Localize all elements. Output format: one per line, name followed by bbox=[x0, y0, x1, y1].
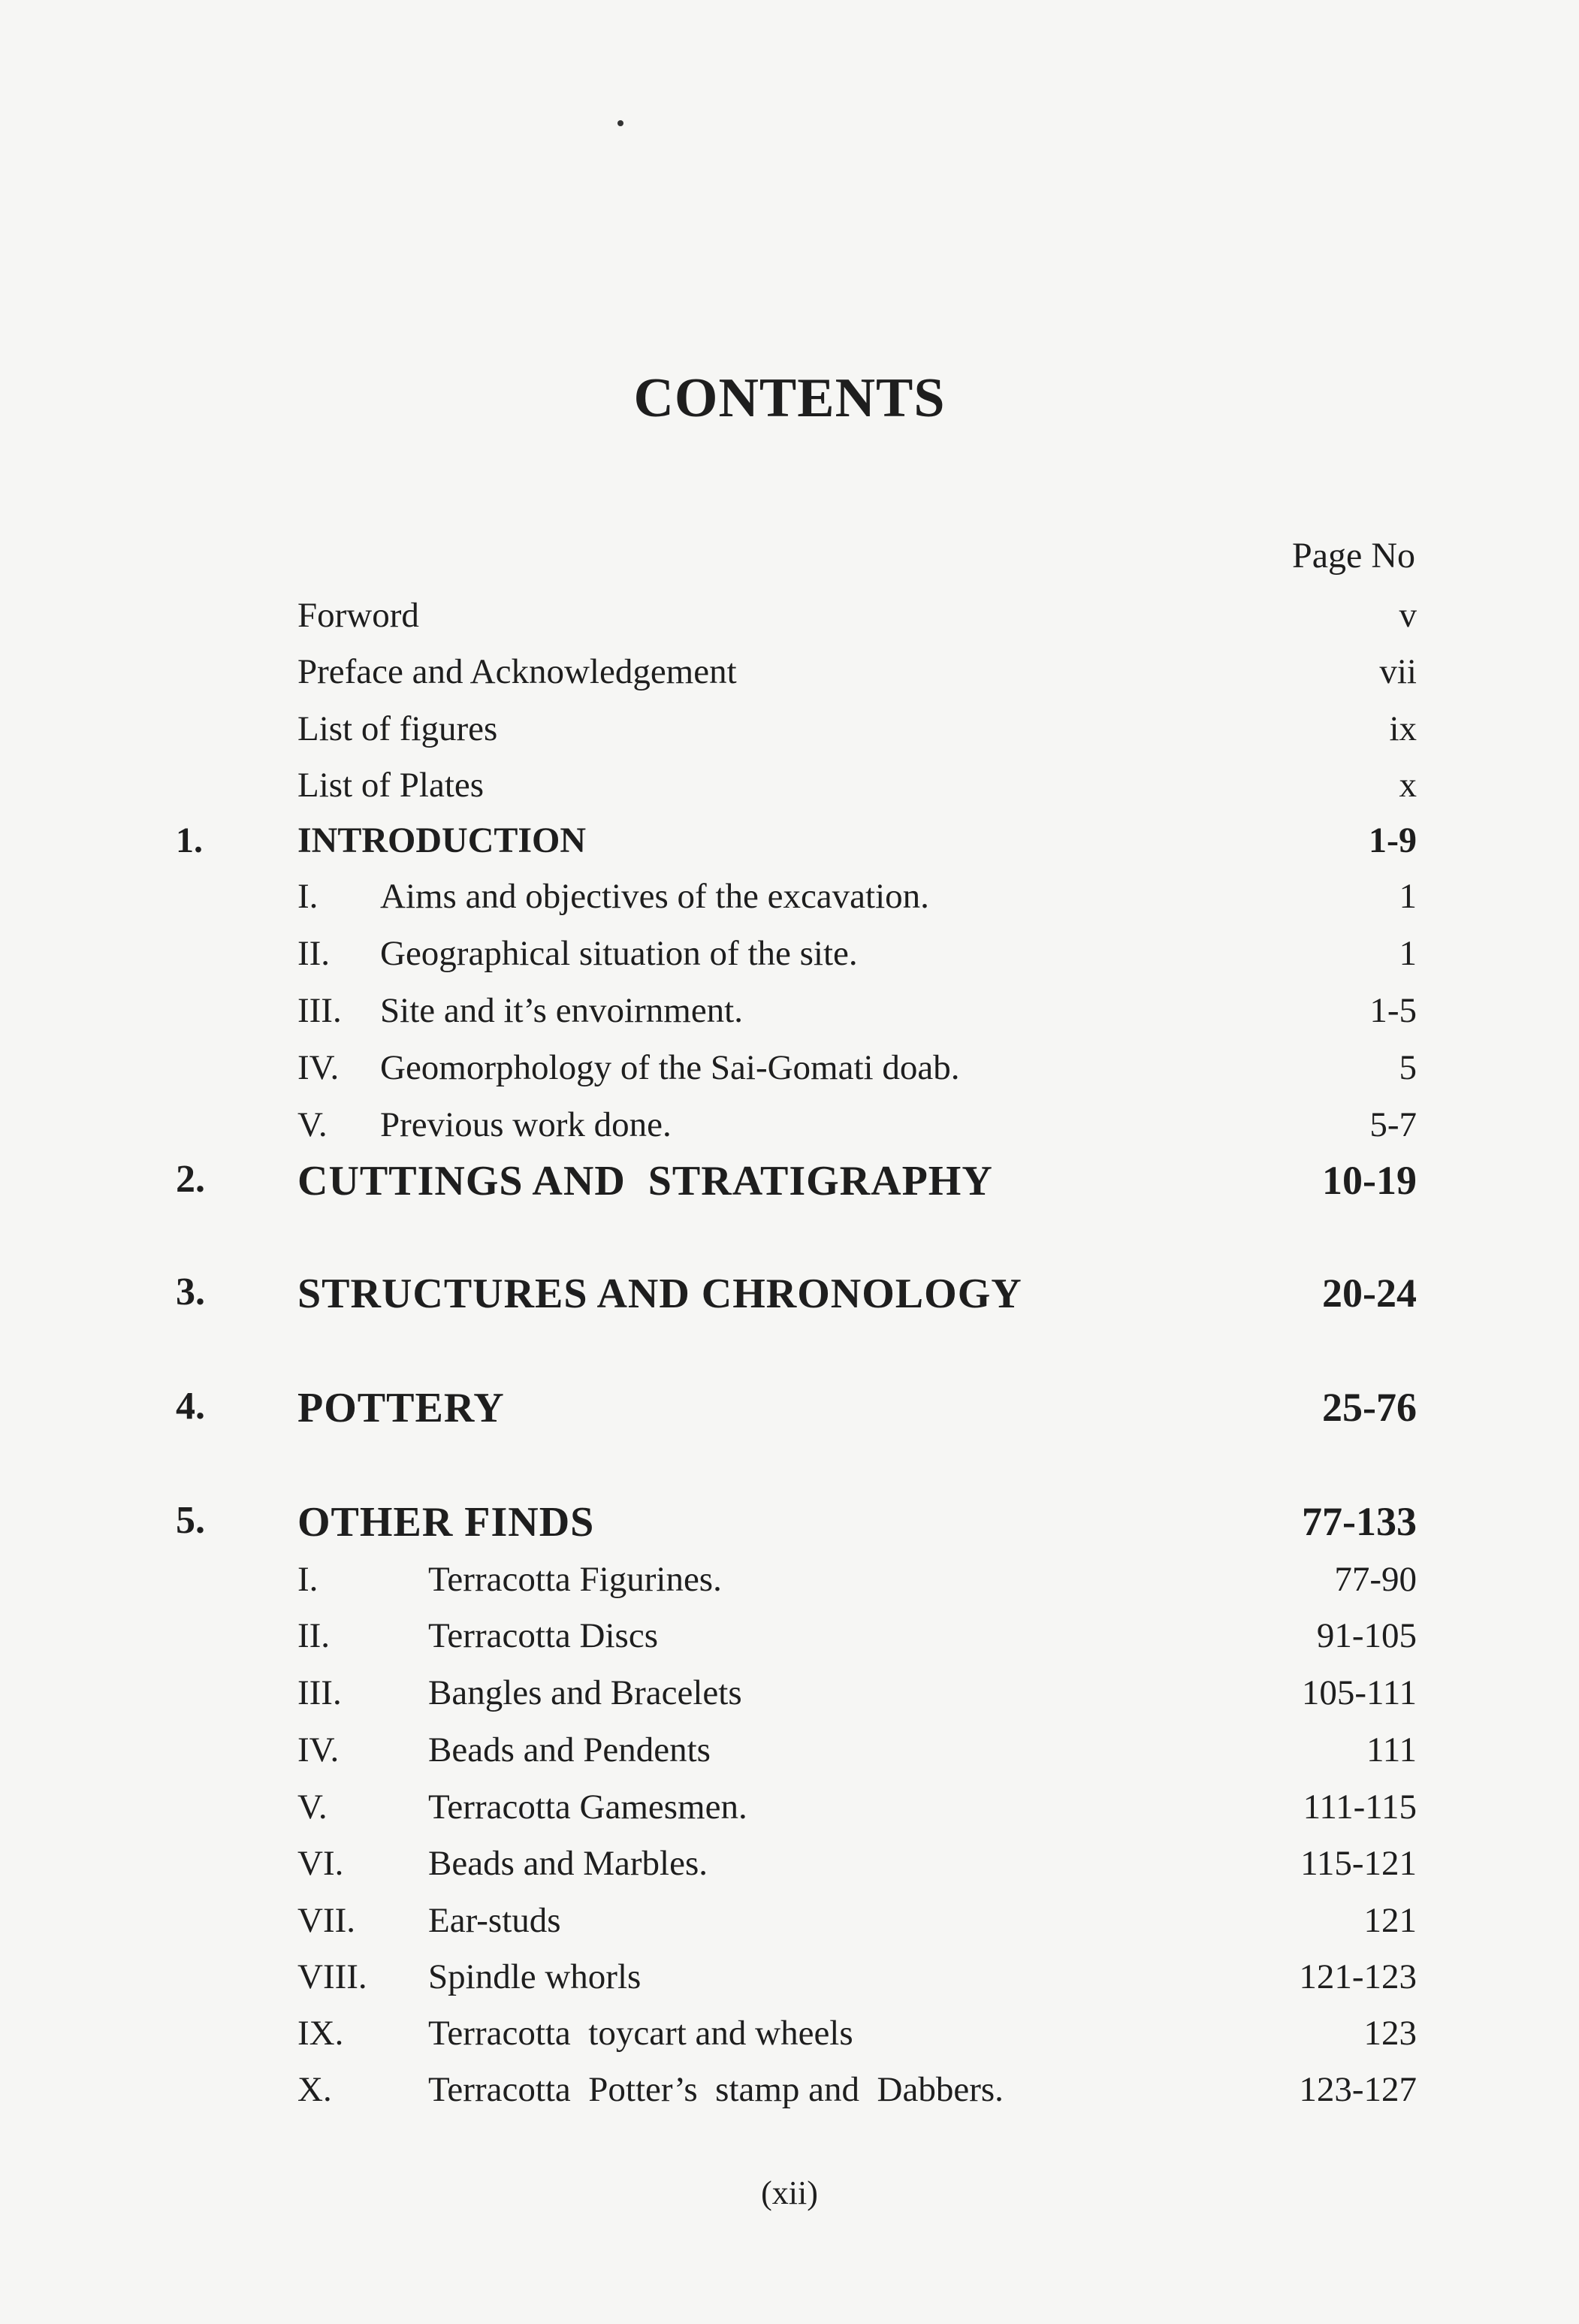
section-numeral: VII. bbox=[297, 1901, 355, 1940]
chapter-title: INTRODUCTION bbox=[297, 821, 587, 860]
toc-section[interactable] bbox=[0, 1559, 1579, 1612]
chapter-number: 3. bbox=[176, 1271, 205, 1313]
toc-section[interactable] bbox=[0, 1615, 1579, 1668]
section-numeral: V. bbox=[297, 1788, 328, 1827]
chapter-pages: 25-76 bbox=[1322, 1385, 1417, 1430]
section-page: 5 bbox=[1399, 1048, 1417, 1087]
section-label: Bangles and Bracelets bbox=[428, 1673, 742, 1712]
chapter-title: POTTERY bbox=[297, 1385, 505, 1431]
section-numeral: VI. bbox=[297, 1844, 344, 1883]
section-label: Terracotta toycart and wheels bbox=[428, 2014, 853, 2053]
section-label: Aims and objectives of the excavation. bbox=[380, 877, 929, 916]
toc-section[interactable] bbox=[0, 990, 1579, 1043]
section-label: Terracotta Discs bbox=[428, 1616, 658, 1655]
entry-label: Forword bbox=[297, 596, 419, 635]
section-numeral: I. bbox=[297, 1560, 319, 1599]
section-page: 91-105 bbox=[1316, 1616, 1417, 1655]
toc-section[interactable] bbox=[0, 1730, 1579, 1782]
toc-chapter-other-finds[interactable] bbox=[0, 1498, 1579, 1551]
section-numeral: IV. bbox=[297, 1048, 340, 1087]
section-page: 77-90 bbox=[1334, 1560, 1417, 1599]
toc-section[interactable] bbox=[0, 1787, 1579, 1839]
entry-label: Preface and Acknowledgement bbox=[297, 652, 737, 691]
section-numeral: II. bbox=[297, 1616, 331, 1655]
section-numeral: III. bbox=[297, 991, 342, 1030]
section-label: Terracotta Figurines. bbox=[428, 1560, 722, 1599]
section-label: Spindle whorls bbox=[428, 1957, 642, 1996]
section-label: Geomorphology of the Sai-Gomati doab. bbox=[380, 1048, 960, 1087]
section-numeral: IX. bbox=[297, 2014, 344, 2053]
toc-chapter-pottery[interactable] bbox=[0, 1384, 1579, 1437]
toc-section[interactable] bbox=[0, 1105, 1579, 1157]
section-page: 121-123 bbox=[1299, 1957, 1417, 1996]
entry-label: List of Plates bbox=[297, 766, 485, 805]
section-page: 1 bbox=[1399, 877, 1417, 916]
chapter-number: 1. bbox=[176, 821, 203, 860]
section-label: Ear-studs bbox=[428, 1901, 561, 1940]
chapter-title: OTHER FINDS bbox=[297, 1499, 595, 1546]
toc-chapter-introduction[interactable] bbox=[0, 820, 1579, 872]
chapter-pages: 20-24 bbox=[1322, 1271, 1417, 1316]
toc-entry-forword[interactable] bbox=[0, 595, 1579, 648]
toc-section[interactable] bbox=[0, 2013, 1579, 2066]
toc-section[interactable] bbox=[0, 933, 1579, 986]
entry-page: x bbox=[1399, 766, 1417, 805]
section-page: 1-5 bbox=[1369, 991, 1417, 1030]
ink-speck bbox=[617, 120, 623, 126]
section-label: Terracotta Gamesmen. bbox=[428, 1788, 747, 1827]
section-numeral: I. bbox=[297, 877, 319, 916]
section-numeral: V. bbox=[297, 1105, 328, 1144]
section-numeral: II. bbox=[297, 934, 331, 973]
toc-section[interactable] bbox=[0, 1957, 1579, 2009]
section-page: 123-127 bbox=[1299, 2070, 1417, 2109]
entry-page: v bbox=[1399, 596, 1417, 635]
section-label: Beads and Pendents bbox=[428, 1730, 711, 1769]
section-label: Previous work done. bbox=[380, 1105, 672, 1144]
chapter-pages: 10-19 bbox=[1322, 1158, 1417, 1203]
toc-section[interactable] bbox=[0, 1900, 1579, 1953]
section-page: 111-115 bbox=[1303, 1788, 1417, 1827]
section-page: 121 bbox=[1363, 1901, 1417, 1940]
page-title: CONTENTS bbox=[633, 367, 946, 429]
chapter-number: 2. bbox=[176, 1158, 205, 1201]
section-page: 1 bbox=[1399, 934, 1417, 973]
entry-page: ix bbox=[1389, 709, 1417, 748]
toc-section[interactable] bbox=[0, 1047, 1579, 1100]
toc-section[interactable] bbox=[0, 1673, 1579, 1725]
chapter-pages: 1-9 bbox=[1369, 821, 1417, 860]
entry-label: List of figures bbox=[297, 709, 498, 748]
toc-chapter-cuttings-and-stratigraphy[interactable] bbox=[0, 1157, 1579, 1210]
section-label: Site and it’s envoirnment. bbox=[380, 991, 743, 1030]
chapter-title: CUTTINGS AND STRATIGRAPHY bbox=[297, 1158, 993, 1204]
chapter-number: 4. bbox=[176, 1385, 205, 1428]
section-page: 115-121 bbox=[1300, 1844, 1417, 1883]
chapter-number: 5. bbox=[176, 1499, 205, 1542]
page-number-column-header: Page No bbox=[1292, 536, 1415, 576]
section-label: Beads and Marbles. bbox=[428, 1844, 708, 1883]
toc-section[interactable] bbox=[0, 1843, 1579, 1896]
section-label: Geographical situation of the site. bbox=[380, 934, 858, 973]
section-page: 123 bbox=[1363, 2014, 1417, 2053]
page-folio: (xii) bbox=[761, 2174, 818, 2211]
section-numeral: VIII. bbox=[297, 1957, 367, 1996]
section-numeral: IV. bbox=[297, 1730, 340, 1769]
toc-entry-list-of-plates[interactable] bbox=[0, 765, 1579, 817]
section-page: 5-7 bbox=[1369, 1105, 1417, 1144]
entry-page: vii bbox=[1379, 652, 1417, 691]
chapter-title: STRUCTURES AND CHRONOLOGY bbox=[297, 1271, 1022, 1317]
section-label: Terracotta Potter’s stamp and Dabbers. bbox=[428, 2070, 1004, 2109]
toc-chapter-structures-and-chronology[interactable] bbox=[0, 1270, 1579, 1322]
toc-section[interactable] bbox=[0, 876, 1579, 929]
section-numeral: X. bbox=[297, 2070, 332, 2109]
section-page: 105-111 bbox=[1301, 1673, 1417, 1712]
toc-entry-preface[interactable] bbox=[0, 651, 1579, 704]
section-numeral: III. bbox=[297, 1673, 342, 1712]
toc-section[interactable] bbox=[0, 2069, 1579, 2122]
section-page: 111 bbox=[1366, 1730, 1417, 1769]
chapter-pages: 77-133 bbox=[1302, 1499, 1417, 1544]
toc-entry-list-of-figures[interactable] bbox=[0, 709, 1579, 761]
